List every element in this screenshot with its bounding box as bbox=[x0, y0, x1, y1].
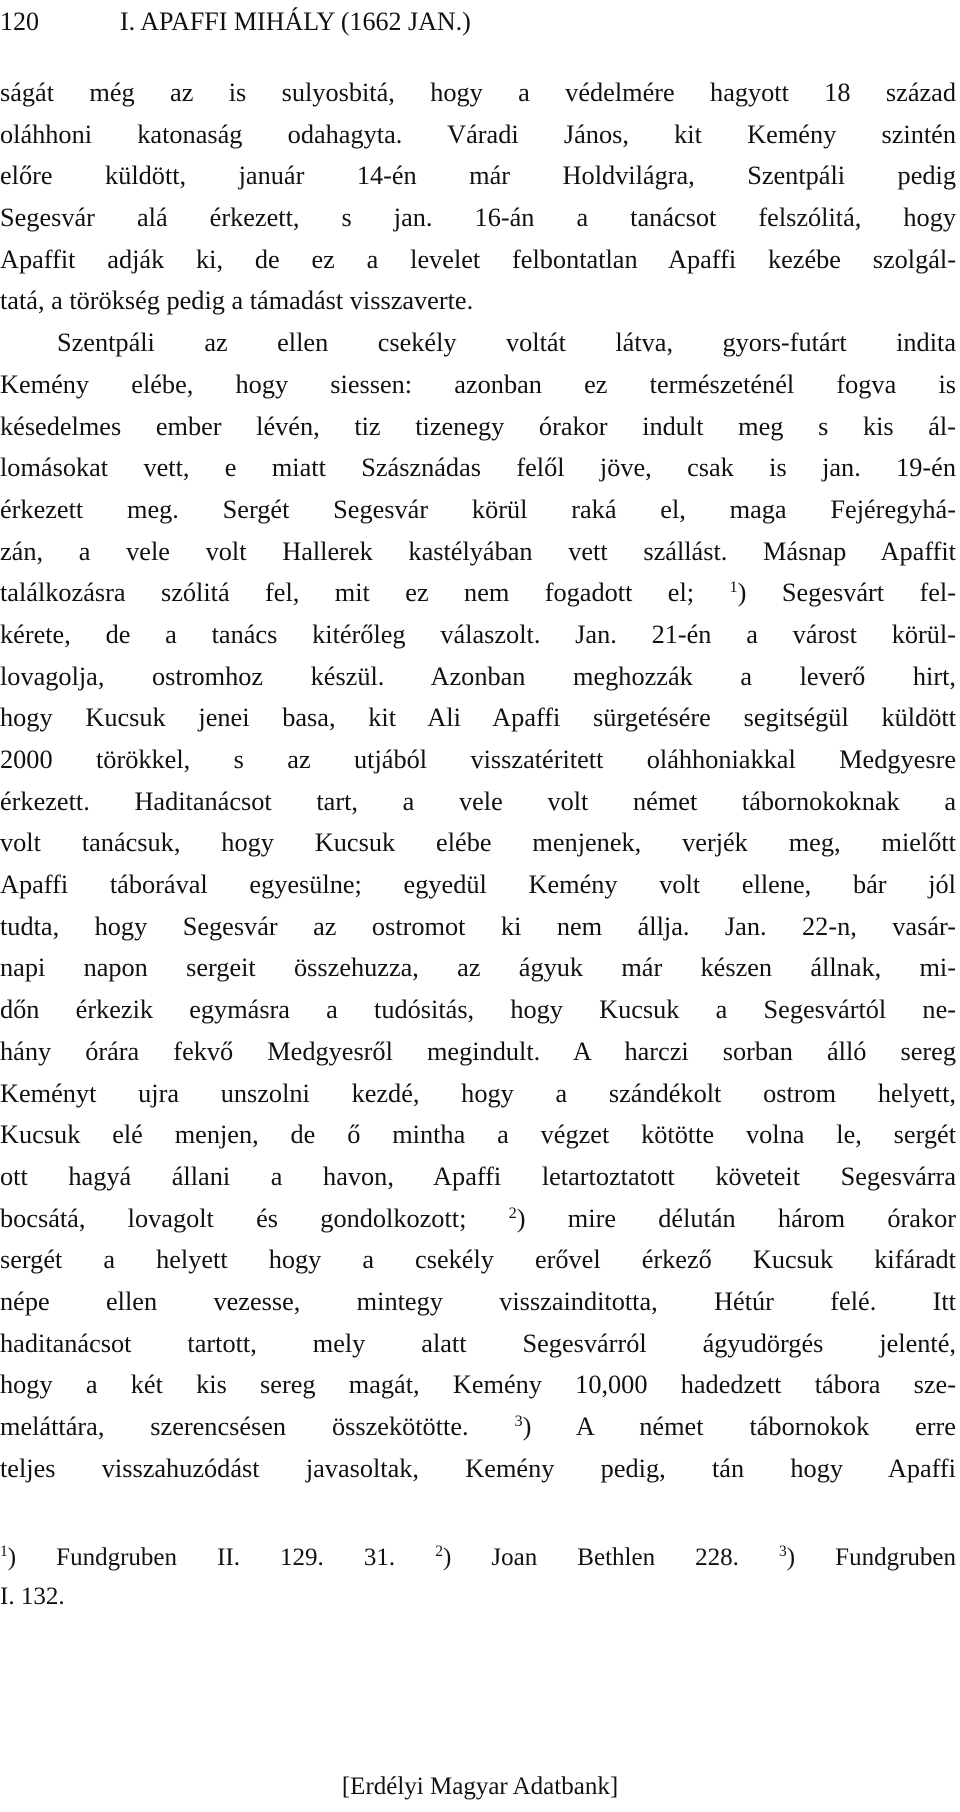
page-number: 120 bbox=[0, 7, 39, 36]
body-line: érkezett. Haditanácsot tart, a vele volt német tábornokoknak a bbox=[0, 786, 956, 816]
body-line: oláhhoni katonaság odahagyta. Váradi János, kit Kemény szintén bbox=[0, 119, 956, 149]
footnote-marker-3: 3 bbox=[779, 1543, 787, 1561]
body-line: sergét a helyett hogy a csekély erővel érkező Kucsuk kifáradt bbox=[0, 1245, 956, 1275]
body-line: lomásokat vett, e miatt Szásznádas felől jöve, csak is jan. 19-én bbox=[0, 453, 956, 483]
line-text: találkozásra szólitá fel, mit ez nem fogadott el; bbox=[0, 578, 730, 608]
body-line bbox=[0, 1406, 956, 1448]
body-line bbox=[0, 1198, 956, 1240]
body-line: Kucsuk elé menjen, de ő mintha a végzet kötötte volna le, sergét bbox=[0, 1120, 956, 1150]
body-line: hány órára fekvő Medgyesről megindult. A harczi sorban álló sereg bbox=[0, 1036, 956, 1066]
footnote-text: ) Fundgruben bbox=[786, 1544, 956, 1571]
body-text bbox=[0, 72, 956, 1489]
page-header bbox=[0, 4, 960, 40]
footnotes bbox=[0, 1538, 956, 1616]
footnote-marker-1: 1 bbox=[0, 1543, 8, 1561]
body-line: kérete, de a tanács kitérőleg válaszolt. Jan. 21-én a várost körül- bbox=[0, 619, 956, 649]
body-line: teljes visszahuzódást javasoltak, Kemény pedig, tán hogy Apaffi bbox=[0, 1453, 956, 1483]
footnote-ref-3: 3 bbox=[514, 1411, 523, 1431]
body-line: 2000 törökkel, s az utjából visszatéritett oláhhoniakkal Medgyesre bbox=[0, 745, 956, 774]
body-line: haditanácsot tartott, mely alatt Segesvárról ágyudörgés jelenté, bbox=[0, 1328, 956, 1358]
footnote-ref-2: 2 bbox=[508, 1202, 517, 1222]
body-line: tudta, hogy Segesvár az ostromot ki nem állja. Jan. 22-n, vasár- bbox=[0, 911, 956, 941]
body-line: népe ellen vezesse, mintegy visszainditotta, Hétúr felé. Itt bbox=[0, 1286, 956, 1316]
line-text: ) A német tábornokok erre bbox=[522, 1412, 956, 1441]
line-text: bocsátá, lovagolt és gondolkozott; bbox=[0, 1203, 509, 1233]
body-line: dőn érkezik egymásra a tudósitás, hogy Kucsuk a Segesvártól ne- bbox=[0, 995, 956, 1025]
footnote-line bbox=[0, 1538, 956, 1577]
body-line: Keményt ujra unszolni kezdé, hogy a szándékolt ostrom helyett, bbox=[0, 1078, 956, 1108]
footnote-ref-1: 1 bbox=[729, 577, 738, 597]
body-line: Kemény elébe, hogy siessen: azonban ez természeténél fogva is bbox=[0, 369, 956, 399]
footnote-text: ) Joan Bethlen 228. bbox=[442, 1544, 779, 1571]
line-text: ) mire délután három órakor bbox=[516, 1203, 956, 1233]
body-line: lovagolja, ostromhoz készül. Azonban meghozzák a leverő hirt, bbox=[0, 661, 956, 691]
body-line: ságát még az is sulyosbitá, hogy a védelmére hagyott 18 század bbox=[0, 78, 956, 107]
body-line: Segesvár alá érkezett, s jan. 16-án a tanácsot felszólitá, hogy bbox=[0, 203, 956, 233]
body-line bbox=[0, 572, 956, 614]
page-footer: [Erdélyi Magyar Adatbank] bbox=[341, 1773, 619, 1800]
body-line: ott hagyá állani a havon, Apaffi letartoztatott követeit Segesvárra bbox=[0, 1161, 956, 1191]
body-line: napi napon sergeit összehuzza, az ágyuk már készen állnak, mi- bbox=[0, 953, 956, 983]
line-text: ) Segesvárt fel- bbox=[737, 578, 957, 608]
body-line: előre küldött, január 14-én már Holdvilágra, Szentpáli pedig bbox=[0, 161, 956, 191]
body-line: hogy Kucsuk jenei basa, kit Ali Apaffi sürgetésére segitségül küldött bbox=[0, 703, 956, 733]
body-line: érkezett meg. Sergét Segesvár körül raká el, maga Fejéregyhá- bbox=[0, 494, 956, 524]
footnote-text: ) Fundgruben II. 129. 31. bbox=[7, 1544, 436, 1571]
line-text: meláttára, szerencsésen összekötötte. bbox=[0, 1412, 515, 1441]
body-line: Apaffit adják ki, de ez a levelet felbontatlan Apaffi kezébe szolgál- bbox=[0, 244, 956, 274]
footnote-line: I. 132. bbox=[0, 1583, 65, 1610]
body-line: Szentpáli az ellen csekély voltát látva, gyors-futárt indita bbox=[57, 328, 956, 358]
body-line: zán, a vele volt Hallerek kastélyában vett szállást. Másnap Apaffit bbox=[0, 536, 956, 566]
body-line: hogy a két kis sereg magát, Kemény 10,000 hadedzett tábora sze- bbox=[0, 1370, 956, 1400]
body-line: volt tanácsuk, hogy Kucsuk elébe menjenek, verjék meg, mielőtt bbox=[0, 828, 956, 858]
running-title: I. APAFFI MIHÁLY (1662 JAN.) bbox=[120, 7, 471, 36]
footnote-marker-2: 2 bbox=[435, 1543, 443, 1561]
body-line: tatá, a törökség pedig a támadást visszaverte. bbox=[0, 286, 474, 316]
body-line: Apaffi táborával egyesülne; egyedül Kemény volt ellene, bár jól bbox=[0, 870, 956, 900]
body-line: késedelmes ember lévén, tiz tizenegy órakor indult meg s kis ál- bbox=[0, 411, 956, 441]
